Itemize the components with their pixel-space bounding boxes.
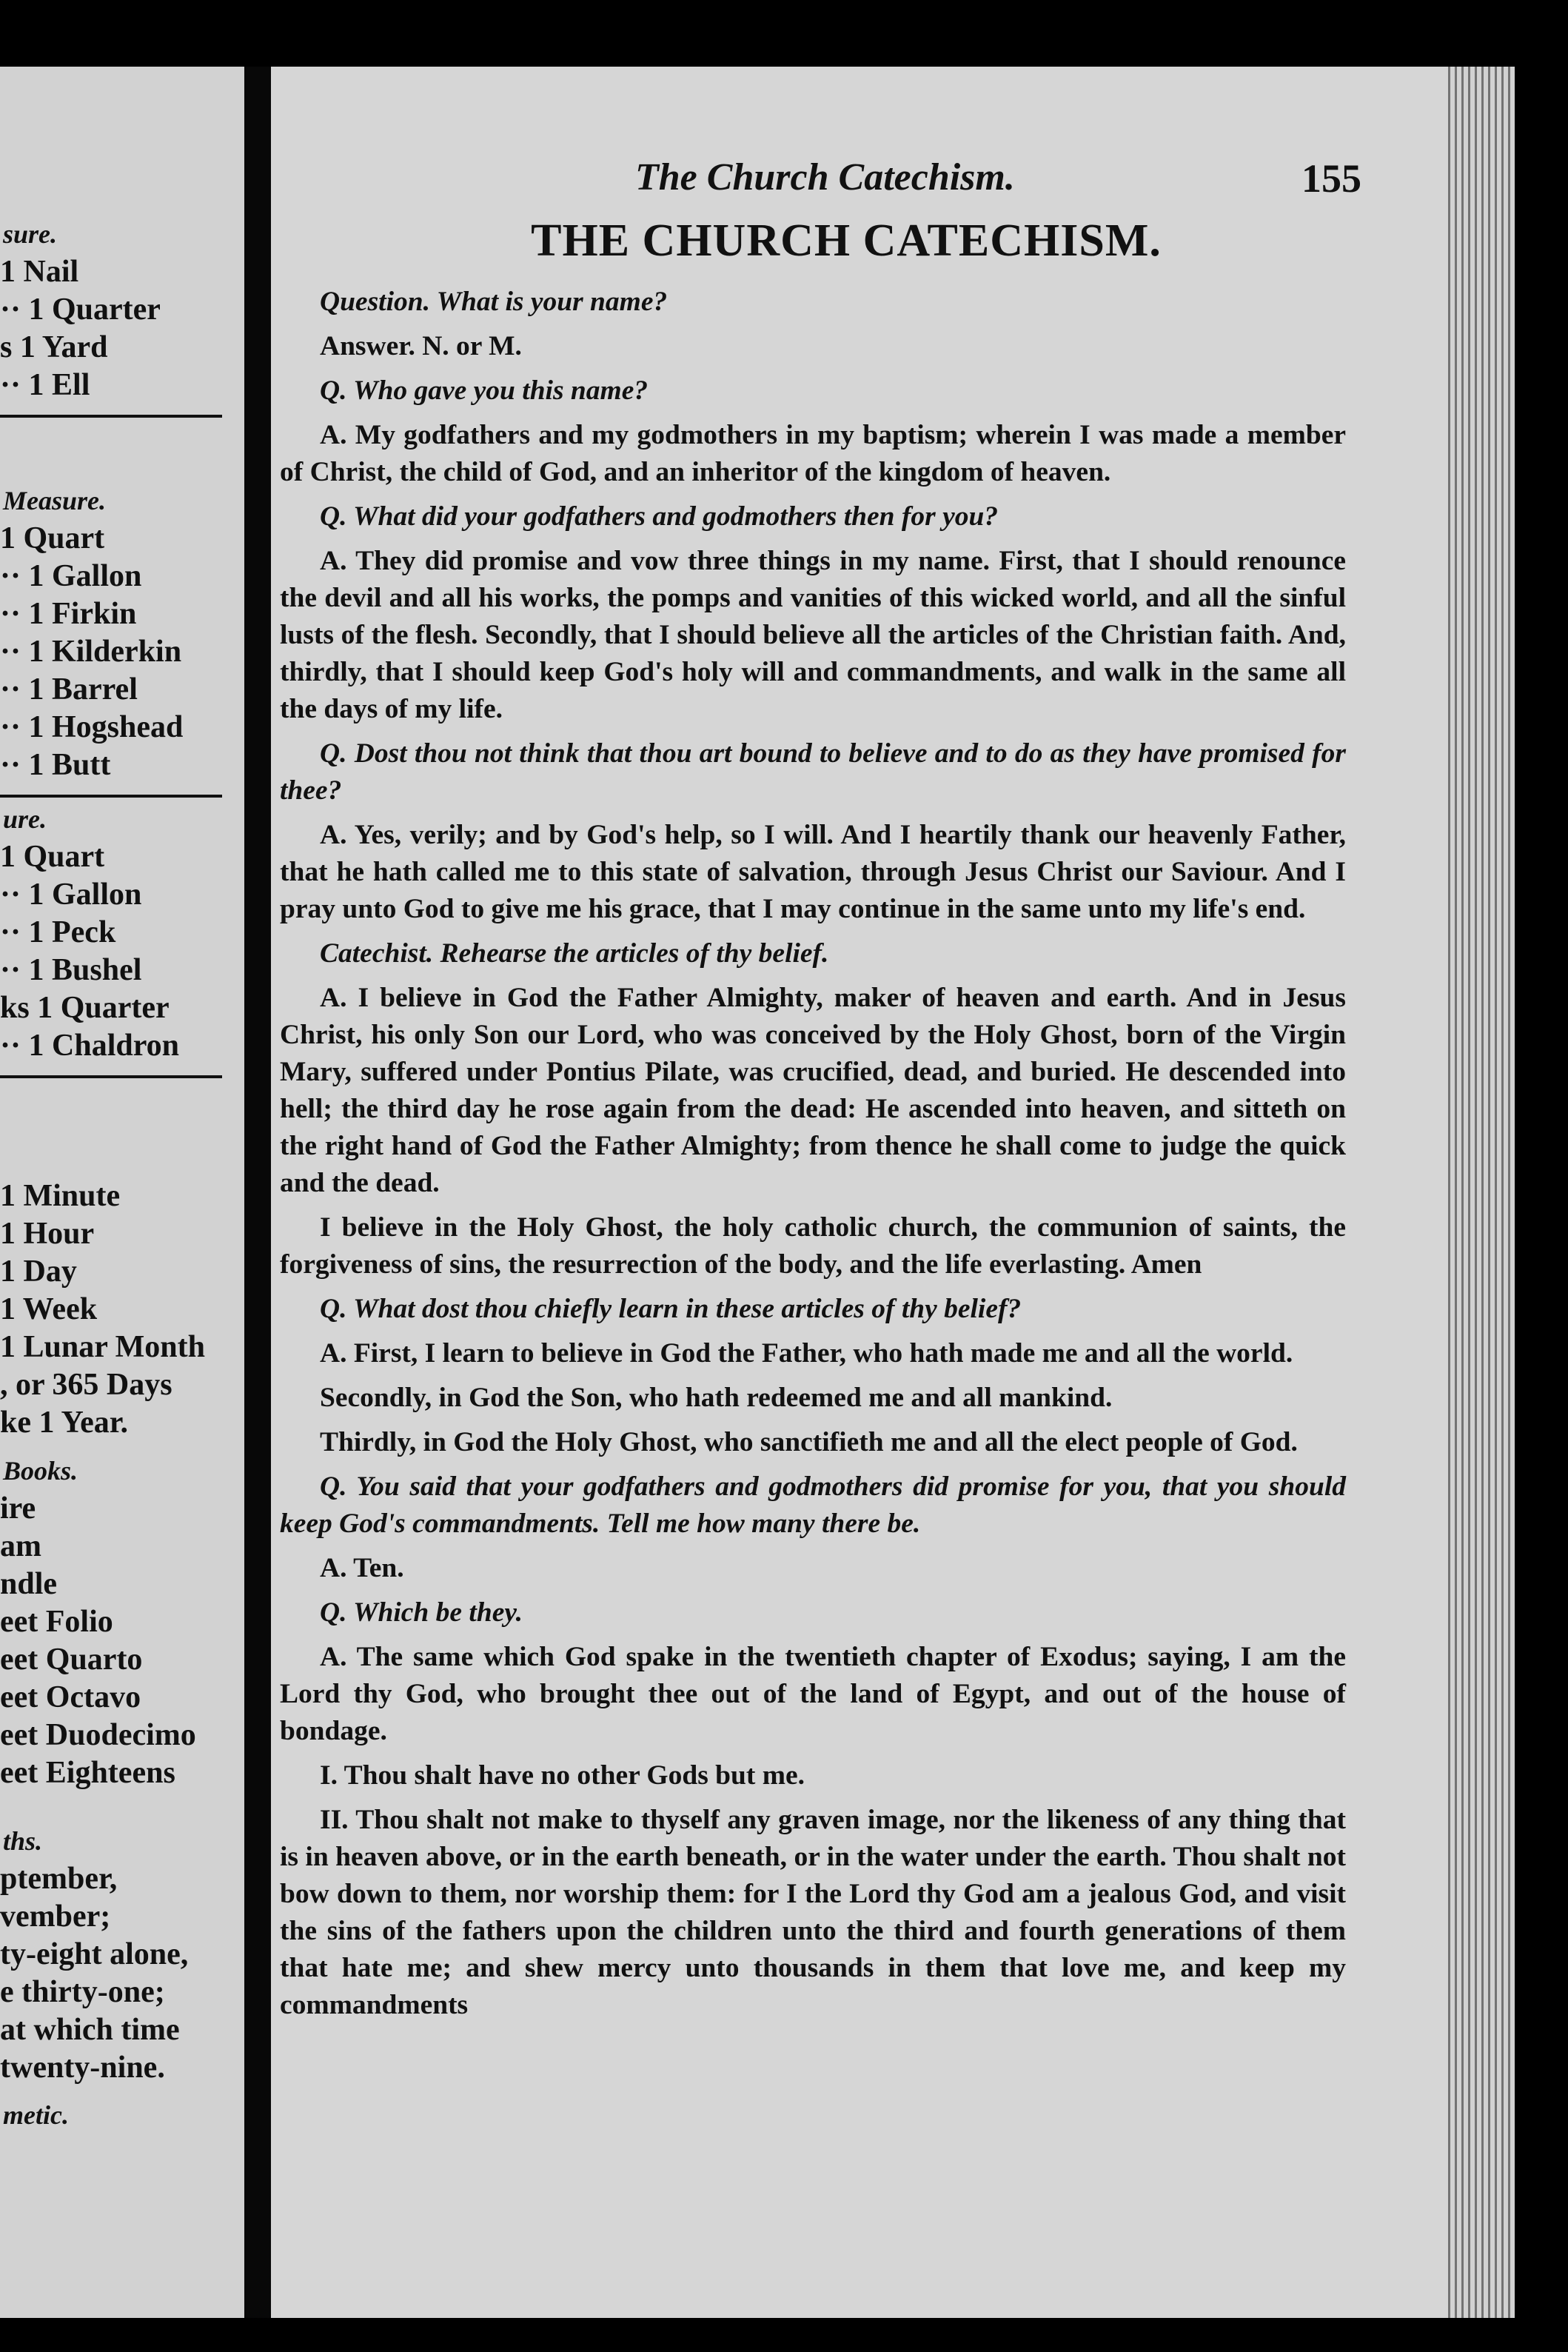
page-edges [1448, 67, 1515, 2318]
facing-page-section [0, 800, 244, 1089]
running-head-title: The Church Catechism. [635, 156, 1015, 198]
question-paragraph [280, 735, 1346, 809]
question-paragraph [280, 372, 1346, 410]
facing-page-line: ·· 1 Butt [0, 748, 111, 782]
answer-paragraph [280, 817, 1346, 928]
facing-page-line: 1 Quart [0, 521, 105, 555]
facing-page-section [0, 1822, 244, 2087]
speaker-label: A. [320, 420, 355, 450]
facing-page-line: 1 Minute [0, 1179, 121, 1213]
facing-page-line: 1 Lunar Month [0, 1330, 205, 1364]
paragraph-text: Thirdly, in God the Holy Ghost, who sanctifieth me and all the elect people of God. [320, 1427, 1298, 1457]
paragraph-text: Dost thou not think that thou art bound to believe and to do as they have promised for thee? [280, 738, 1346, 806]
speaker-label: Question. [320, 287, 437, 317]
facing-page-line: ·· 1 Peck [0, 915, 116, 949]
speaker-label: A. [320, 1338, 354, 1369]
question-paragraph [280, 1469, 1346, 1543]
question-paragraph [280, 1594, 1346, 1631]
facing-page-line: 1 Week [0, 1292, 98, 1326]
facing-page-line: ire [0, 1491, 36, 1526]
answer-paragraph [280, 1424, 1346, 1461]
answer-paragraph [280, 980, 1346, 1202]
paragraph-text: Rehearse the articles of thy belief. [440, 938, 829, 969]
paragraph-text: First, I learn to believe in God the Father, who hath made me and all the world. [353, 1338, 1293, 1369]
paragraph-text: What did your godfathers and godmothers then for you? [353, 501, 999, 532]
facing-page-section [0, 1177, 244, 1442]
facing-page-line: , or 365 Days [0, 1368, 172, 1402]
speaker-label: Catechist. [320, 938, 440, 969]
question-paragraph [280, 498, 1346, 535]
facing-page-line: eet Quarto [0, 1643, 143, 1677]
facing-page-line: eet Duodecimo [0, 1718, 196, 1752]
paragraph-text: Thou shalt have no other Gods but me. [344, 1760, 805, 1791]
paragraph-text: Ten. [353, 1553, 404, 1583]
facing-page-line: 1 Quart [0, 840, 105, 874]
catechism-text [280, 284, 1346, 2024]
answer-paragraph [280, 1335, 1346, 1372]
facing-page-line: 1 Day [0, 1254, 77, 1289]
section-rule [0, 415, 222, 418]
facing-page-section [0, 215, 244, 428]
paragraph-text: They did promise and vow three things in my name. First, that I should renounce the devil and all his works, the pomps and vanities of this wicked world, and all the sinful lusts of the flesh. Secondly, that I should believe all the articles of the Christian faith. And, thirdly, that I should keep God's holy will and commandments, and walk in the same all the days of my life. [280, 546, 1347, 724]
facing-page-line: vember; [0, 1900, 111, 1934]
section-rule [0, 795, 222, 798]
facing-page-line: ·· 1 Quarter [0, 293, 161, 327]
paragraph-text: Who gave you this name? [353, 375, 649, 406]
answer-paragraph [280, 1639, 1346, 1750]
facing-page-heading: ths. [3, 1826, 43, 1856]
facing-page-line: ptember, [0, 1862, 118, 1896]
facing-page-line: ks 1 Quarter [0, 991, 170, 1025]
facing-page-section [0, 1451, 244, 1792]
page-content [280, 156, 1361, 2031]
facing-page-line: 1 Nail [0, 255, 79, 289]
running-head [280, 156, 1361, 215]
facing-page-line: ·· 1 Gallon [0, 559, 142, 593]
paragraph-text: I believe in God the Father Almighty, maker of heaven and earth. And in Jesus Christ, his only Son our Lord, who was conceived by the Holy Ghost, born of the Virgin Mary, suffered under Pontius Pilate, was crucified, dead, and buried. He descended into hell; the third day he rose again from the dead: He ascended into heaven, and sitteth on the right hand of God the Father Almighty; from thence he shall come to judge the quick and the dead. [280, 983, 1346, 1198]
paragraph-text: Thou shalt not make to thyself any graven image, nor the likeness of any thing that is in heaven above, or in the earth beneath, or in the water under the earth. Thou shalt not bow down to them, nor worship them: for I the Lord thy God am a jealous God, and visit the sins of the fathers upon the children unto the third and fourth generations of them that hate me; and shew mercy unto thousands in them that love me, and keep my commandments [280, 1805, 1346, 2020]
facing-page-line: twenty-nine. [0, 2051, 165, 2085]
facing-page-section [0, 481, 244, 808]
facing-page-line: ·· 1 Ell [0, 368, 90, 402]
speaker-label: Q. [320, 375, 354, 406]
facing-page-heading: Books. [3, 1456, 78, 1486]
facing-page-line: e thirty-one; [0, 1975, 165, 2009]
answer-paragraph [280, 1380, 1346, 1417]
speaker-label: A. [320, 1553, 354, 1583]
facing-page-line: eet Eighteens [0, 1756, 175, 1790]
paragraph-text: What is your name? [436, 287, 668, 317]
answer-paragraph [280, 1550, 1346, 1587]
book-gutter [244, 67, 271, 2318]
facing-page-line: ·· 1 Gallon [0, 878, 142, 912]
facing-page-line: eet Folio [0, 1605, 113, 1639]
speaker-label: A. [320, 983, 358, 1013]
facing-page-line: ty-eight alone, [0, 1937, 189, 1971]
speaker-label: Q. [320, 1471, 357, 1502]
paragraph-text: What dost thou chiefly learn in these articles of thy belief? [353, 1294, 1022, 1324]
facing-page-line: ·· 1 Kilderkin [0, 635, 182, 669]
paragraph-text: Secondly, in God the Son, who hath redeemed me and all mankind. [320, 1383, 1113, 1413]
question-paragraph [280, 1291, 1346, 1328]
catechism-page [271, 67, 1515, 2318]
paragraph-text: N. or M. [422, 331, 522, 361]
speaker-label: Q. [320, 738, 355, 769]
answer-paragraph [280, 1209, 1346, 1283]
facing-page-heading: metic. [3, 2100, 69, 2130]
speaker-label: A. [320, 1642, 357, 1672]
paragraph-text: The same which God spake in the twentieth chapter of Exodus; saying, I am the Lord thy God, who brought thee out of the land of Egypt, and out of the house of bondage. [280, 1642, 1346, 1746]
paragraph-text: Yes, verily; and by God's help, so I will. And I heartily thank our heavenly Father, that he hath called me to this state of salvation, through Jesus Christ our Saviour. And I pray unto God to give me his grace, that I may continue in the same unto my life's end. [280, 820, 1346, 924]
speaker-label: Q. [320, 501, 354, 532]
facing-page-heading: Measure. [3, 486, 107, 515]
facing-page-heading: sure. [3, 219, 58, 249]
answer-paragraph [280, 1802, 1346, 2024]
facing-page-line: ·· 1 Barrel [0, 672, 138, 706]
paragraph-text: You said that your godfathers and godmothers did promise for you, that you should keep God's commandments. Tell me how many there be. [280, 1471, 1347, 1539]
page-number: 155 [1301, 156, 1361, 201]
facing-page-line: ·· 1 Firkin [0, 597, 137, 631]
facing-page-line: ·· 1 Bushel [0, 953, 142, 987]
page-title: THE CHURCH CATECHISM. [531, 216, 1162, 266]
paragraph-text: My godfathers and my godmothers in my baptism; wherein I was made a member of Christ, the child of God, and an inheritor of the kingdom of heaven. [280, 420, 1346, 487]
speaker-label: Answer. [320, 331, 423, 361]
facing-page-heading: ure. [3, 804, 47, 834]
answer-paragraph [280, 417, 1346, 491]
speaker-label: II. [320, 1805, 356, 1835]
facing-page-section [0, 2096, 244, 2134]
facing-page-line: at which time [0, 2013, 180, 2047]
facing-page-fragment [0, 67, 244, 2318]
speaker-label: A. [320, 546, 356, 576]
answer-paragraph [280, 328, 1346, 365]
facing-page-line: ·· 1 Hogshead [0, 710, 184, 744]
answer-paragraph [280, 1757, 1346, 1794]
speaker-label: Q. [320, 1294, 354, 1324]
paragraph-text: I believe in the Holy Ghost, the holy catholic church, the communion of saints, the forgiveness of sins, the resurrection of the body, and the life everlasting. Amen [280, 1212, 1346, 1280]
question-paragraph [280, 935, 1346, 972]
facing-page-line: ·· 1 Chaldron [0, 1029, 179, 1063]
speaker-label: I. [320, 1760, 344, 1791]
question-paragraph [280, 284, 1346, 321]
facing-page-line: ke 1 Year. [0, 1406, 129, 1440]
facing-page-line: eet Octavo [0, 1680, 141, 1714]
speaker-label: A. [320, 820, 355, 850]
facing-page-line: ndle [0, 1567, 58, 1601]
facing-page-line: am [0, 1529, 41, 1563]
facing-page-line: 1 Hour [0, 1217, 95, 1251]
paragraph-text: Which be they. [353, 1597, 523, 1628]
speaker-label: Q. [320, 1597, 354, 1628]
answer-paragraph [280, 543, 1346, 728]
facing-page-line: s 1 Yard [0, 330, 108, 364]
section-rule [0, 1075, 222, 1078]
